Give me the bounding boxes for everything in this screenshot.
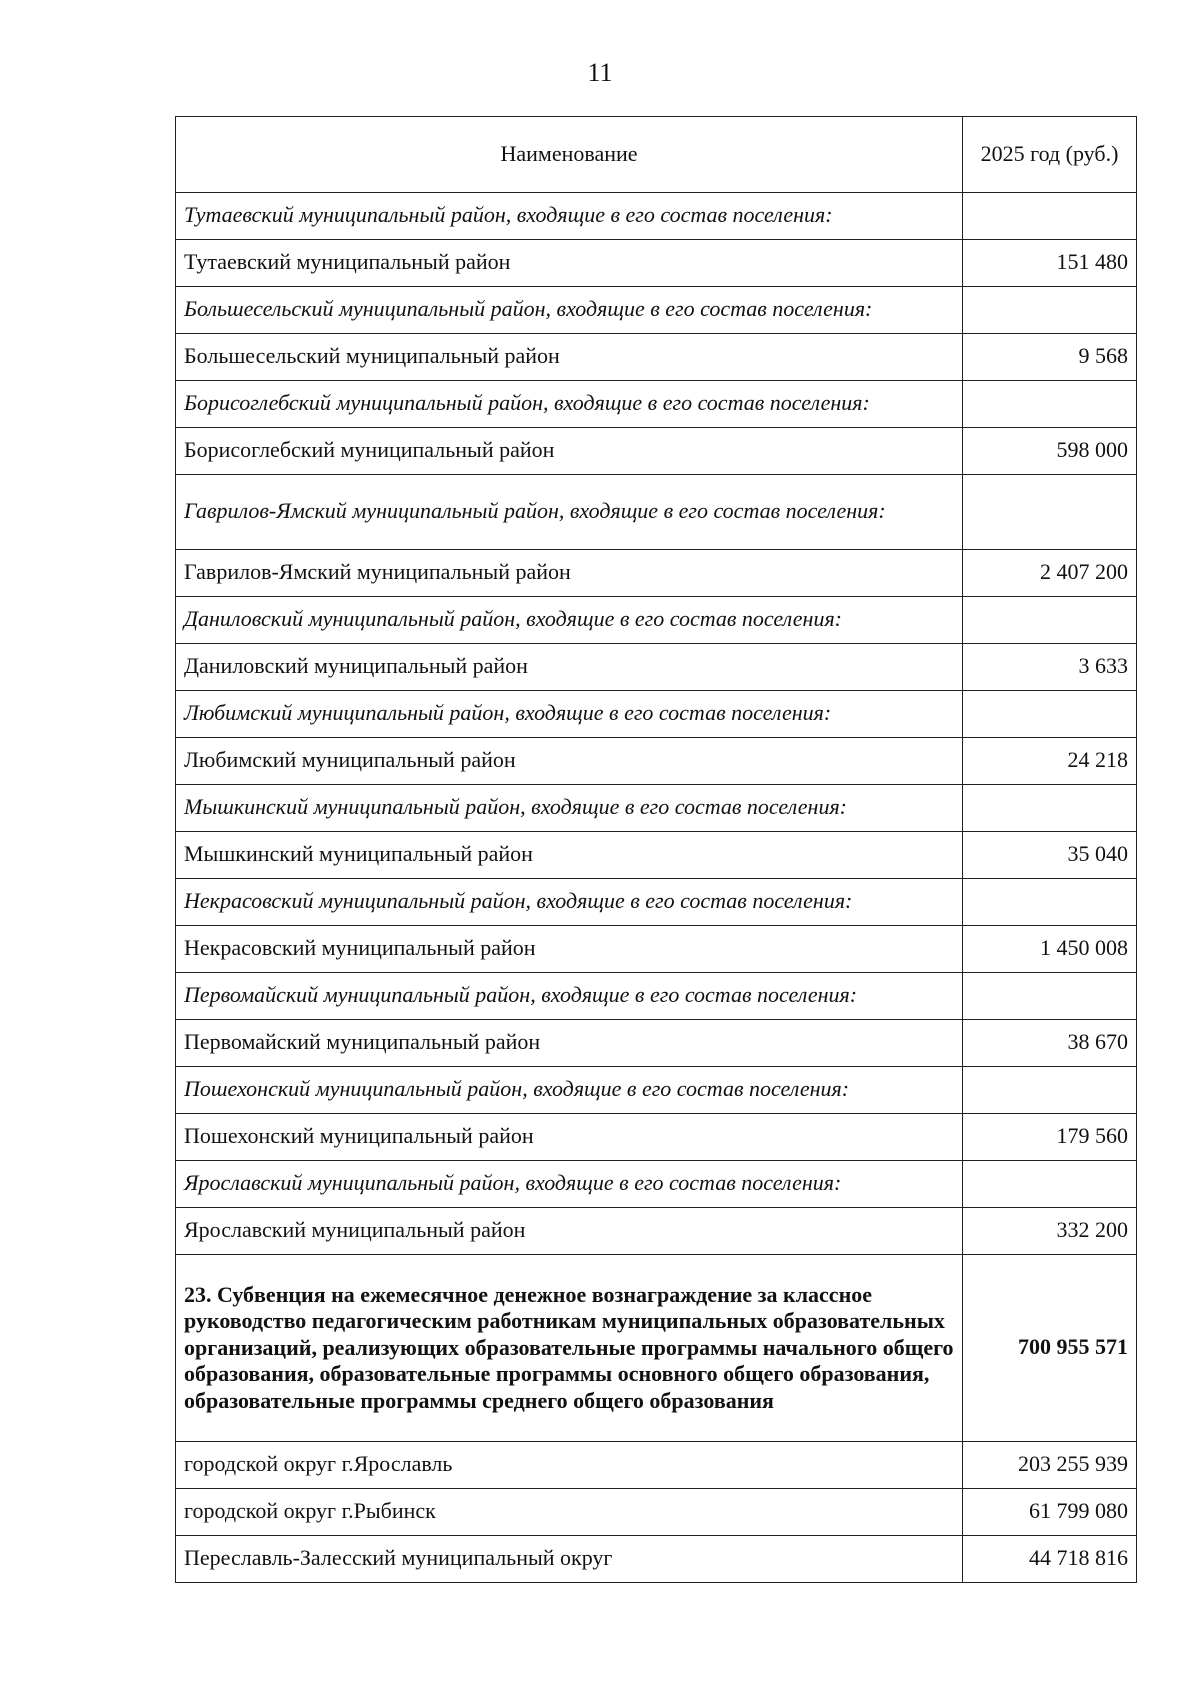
table-row <box>176 879 1137 926</box>
row-name-cell: Первомайский муниципальный район <box>176 1020 963 1067</box>
row-name-cell: Борисоглебский муниципальный район <box>176 428 963 475</box>
table-row <box>176 1020 1137 1067</box>
group-value-cell <box>963 381 1137 428</box>
row-value-cell: 151 480 <box>963 240 1137 287</box>
row-value-cell: 44 718 816 <box>963 1536 1137 1583</box>
section-title-cell: 23. Субвенция на ежемесячное денежное вознаграждение за классное руководство педагогическим работникам муниципальных образовательных организаций, реализующих образовательные программы начального общего образования, образовательные программы основного общего образования, образовательные программы среднего общего образования <box>176 1255 963 1442</box>
table-row <box>176 1536 1137 1583</box>
table-row <box>176 240 1137 287</box>
table-row <box>176 1114 1137 1161</box>
row-value-cell: 332 200 <box>963 1208 1137 1255</box>
table-row <box>176 550 1137 597</box>
budget-table <box>175 116 1137 1583</box>
table-row <box>176 832 1137 879</box>
group-name-cell: Борисоглебский муниципальный район, входящие в его состав поселения: <box>176 381 963 428</box>
row-value-cell: 35 040 <box>963 832 1137 879</box>
table-row <box>176 1442 1137 1489</box>
table-row <box>176 1067 1137 1114</box>
row-name-cell: Даниловский муниципальный район <box>176 644 963 691</box>
group-value-cell <box>963 287 1137 334</box>
row-value-cell: 179 560 <box>963 1114 1137 1161</box>
row-value-cell: 61 799 080 <box>963 1489 1137 1536</box>
group-value-cell <box>963 193 1137 240</box>
row-name-cell: Пошехонский муниципальный район <box>176 1114 963 1161</box>
group-value-cell <box>963 973 1137 1020</box>
row-name-cell: Тутаевский муниципальный район <box>176 240 963 287</box>
group-value-cell <box>963 475 1137 550</box>
header-name-cell: Наименование <box>176 117 963 193</box>
group-name-cell: Тутаевский муниципальный район, входящие в его состав поселения: <box>176 193 963 240</box>
group-name-cell: Ярославский муниципальный район, входящие в его состав поселения: <box>176 1161 963 1208</box>
row-name-cell: городской округ г.Ярославль <box>176 1442 963 1489</box>
group-value-cell <box>963 1161 1137 1208</box>
section-total-row <box>176 1255 1137 1442</box>
table-row <box>176 475 1137 550</box>
table-row <box>176 1161 1137 1208</box>
table-row <box>176 1489 1137 1536</box>
page-number: 11 <box>587 58 613 87</box>
group-value-cell <box>963 691 1137 738</box>
group-name-cell: Первомайский муниципальный район, входящие в его состав поселения: <box>176 973 963 1020</box>
row-name-cell: Ярославский муниципальный район <box>176 1208 963 1255</box>
table-row <box>176 381 1137 428</box>
group-name-cell: Гаврилов-Ямский муниципальный район, входящие в его состав поселения: <box>176 475 963 550</box>
row-name-cell: Большесельский муниципальный район <box>176 334 963 381</box>
table-row <box>176 287 1137 334</box>
row-value-cell: 598 000 <box>963 428 1137 475</box>
row-value-cell: 3 633 <box>963 644 1137 691</box>
group-value-cell <box>963 785 1137 832</box>
row-value-cell: 2 407 200 <box>963 550 1137 597</box>
group-name-cell: Большесельский муниципальный район, входящие в его состав поселения: <box>176 287 963 334</box>
table-row <box>176 193 1137 240</box>
row-value-cell: 38 670 <box>963 1020 1137 1067</box>
table-row <box>176 428 1137 475</box>
header-year-cell: 2025 год (руб.) <box>963 117 1137 193</box>
row-name-cell: Некрасовский муниципальный район <box>176 926 963 973</box>
row-name-cell: Переславль-Залесский муниципальный округ <box>176 1536 963 1583</box>
row-name-cell: Гаврилов-Ямский муниципальный район <box>176 550 963 597</box>
group-name-cell: Некрасовский муниципальный район, входящие в его состав поселения: <box>176 879 963 926</box>
row-name-cell: Любимский муниципальный район <box>176 738 963 785</box>
table-row <box>176 926 1137 973</box>
row-value-cell: 9 568 <box>963 334 1137 381</box>
section-total-cell: 700 955 571 <box>963 1255 1137 1442</box>
group-value-cell <box>963 879 1137 926</box>
group-name-cell: Даниловский муниципальный район, входящие в его состав поселения: <box>176 597 963 644</box>
group-value-cell <box>963 1067 1137 1114</box>
row-value-cell: 203 255 939 <box>963 1442 1137 1489</box>
group-name-cell: Пошехонский муниципальный район, входящие в его состав поселения: <box>176 1067 963 1114</box>
table-row <box>176 644 1137 691</box>
group-name-cell: Любимский муниципальный район, входящие в его состав поселения: <box>176 691 963 738</box>
group-value-cell <box>963 597 1137 644</box>
table-row <box>176 1208 1137 1255</box>
row-value-cell: 1 450 008 <box>963 926 1137 973</box>
table-row <box>176 597 1137 644</box>
table-header-row <box>176 117 1137 193</box>
table-row <box>176 738 1137 785</box>
table-row <box>176 973 1137 1020</box>
group-name-cell: Мышкинский муниципальный район, входящие в его состав поселения: <box>176 785 963 832</box>
row-name-cell: Мышкинский муниципальный район <box>176 832 963 879</box>
table-row <box>176 691 1137 738</box>
row-name-cell: городской округ г.Рыбинск <box>176 1489 963 1536</box>
table-row <box>176 785 1137 832</box>
row-value-cell: 24 218 <box>963 738 1137 785</box>
table-row <box>176 334 1137 381</box>
